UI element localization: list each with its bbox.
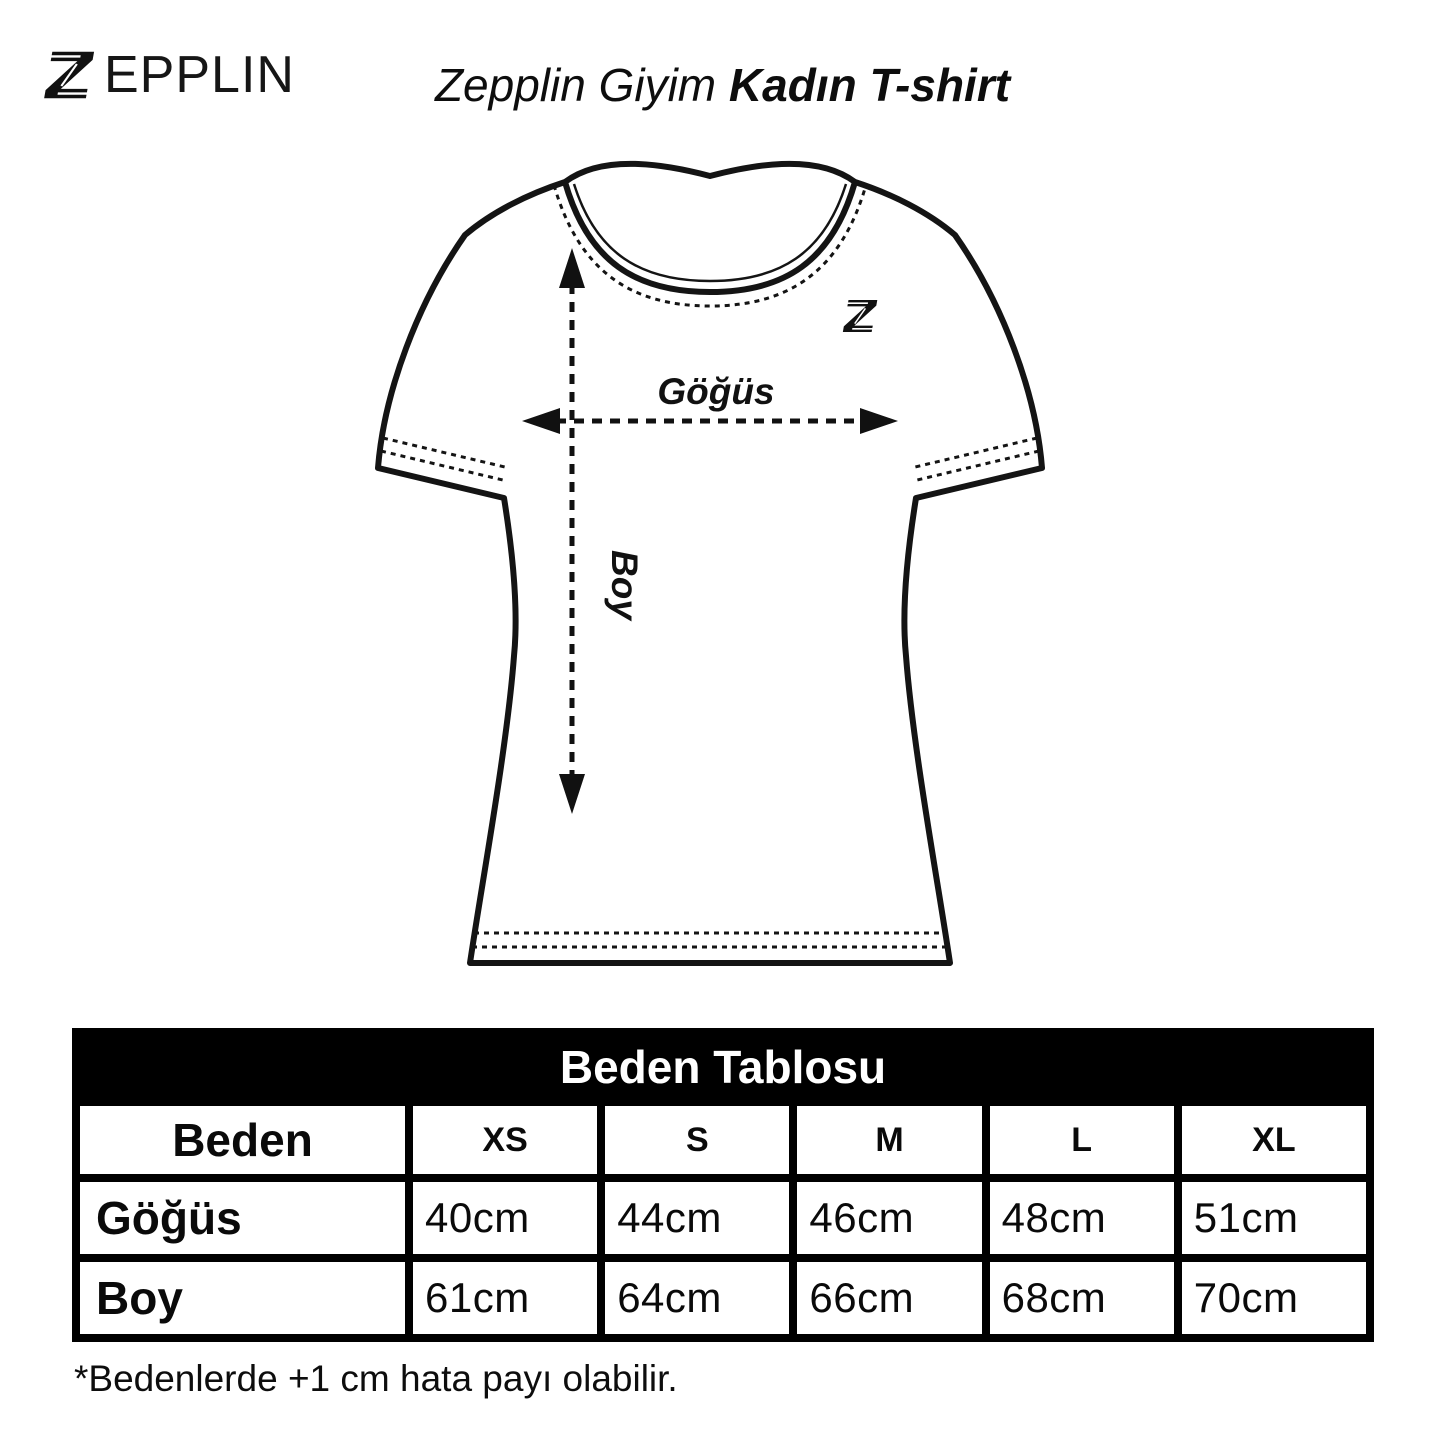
chest-value-xl: 51cm [1182,1182,1366,1254]
size-col-header-m: M [797,1106,981,1174]
row-label-length: Boy [80,1262,405,1334]
size-table-title: Beden Tablosu [80,1036,1366,1098]
length-value-s: 64cm [605,1262,789,1334]
size-col-header-xs: XS [413,1106,597,1174]
length-value-xl: 70cm [1182,1262,1366,1334]
size-col-header-l: L [990,1106,1174,1174]
brand-wordmark: EPPLIN [104,46,295,104]
chest-measure-label: Göğüs [657,371,775,412]
length-value-m: 66cm [797,1262,981,1334]
size-col-header-xl: XL [1182,1106,1366,1174]
size-table [72,1028,1374,1342]
size-tolerance-footnote: *Bedenlerde +1 cm hata payı olabilir. [74,1358,678,1399]
page-title-bold: Kadın T-shirt [728,59,1011,111]
chest-value-m: 46cm [797,1182,981,1254]
length-value-l: 68cm [990,1262,1174,1334]
size-col-header-s: S [605,1106,789,1174]
chest-value-xs: 40cm [413,1182,597,1254]
size-table-header-row [80,1106,1366,1174]
length-value-xs: 61cm [413,1262,597,1334]
table-row-length [80,1262,1366,1334]
table-row-chest [80,1182,1366,1254]
chest-value-s: 44cm [605,1182,789,1254]
row-label-chest: Göğüs [80,1182,405,1254]
length-measure-label: Boy [604,550,645,620]
size-table-corner-header: Beden [80,1106,405,1174]
tshirt-outline [378,164,1042,963]
page-title-regular: Zepplin Giyim [434,59,717,111]
chest-value-l: 48cm [990,1182,1174,1254]
page-title [0,59,1445,111]
tshirt-drawing [340,120,1100,1000]
tshirt-diagram [340,120,1100,1000]
